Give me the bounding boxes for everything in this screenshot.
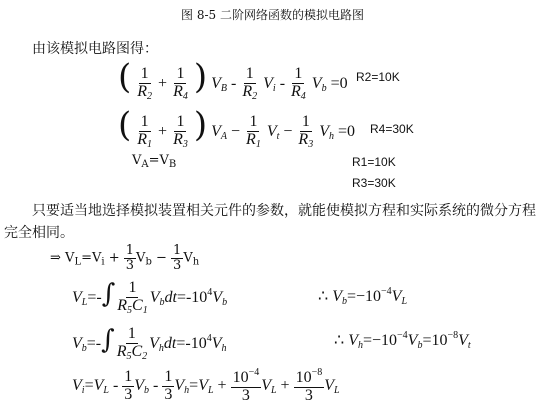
operator: + — [280, 376, 290, 394]
label-r3: R3=30K — [352, 176, 396, 190]
denominator — [244, 132, 263, 151]
operator: + — [217, 376, 227, 394]
numerator: 1 — [176, 113, 185, 131]
figure-caption: 图 8-5 二阶网络函数的模拟电路图 — [181, 8, 364, 22]
symbol: V — [159, 153, 169, 168]
equals: = — [346, 288, 356, 305]
subscript: h — [221, 342, 227, 354]
operator: - — [231, 75, 237, 92]
equation-4 — [72, 280, 227, 316]
term — [134, 377, 149, 394]
term — [324, 377, 339, 394]
paragraph-line-2: 完全相同。 — [4, 225, 74, 241]
symbol: V — [211, 75, 221, 92]
symbol: V — [266, 123, 277, 140]
symbol: V — [183, 250, 193, 266]
subscript: t — [276, 131, 280, 142]
symbol: V — [65, 250, 75, 266]
term — [458, 332, 471, 349]
symbol: V — [332, 288, 342, 305]
numerator: 1 — [140, 65, 149, 83]
symbol: V — [348, 332, 358, 349]
symbol: V — [91, 250, 102, 266]
subscript: L — [270, 384, 277, 396]
symbol: V — [211, 123, 221, 140]
term — [212, 289, 227, 306]
fraction — [289, 66, 308, 102]
subscript: A — [141, 159, 149, 170]
symbol: R — [137, 82, 148, 100]
subscript: i — [272, 83, 276, 94]
denominator: 3 — [124, 385, 133, 403]
subscript: L — [401, 296, 408, 307]
exponent: 4 — [206, 332, 212, 344]
operator: + — [158, 123, 168, 140]
label-r1: R1=10K — [352, 155, 396, 169]
equation-5-conclusion — [334, 330, 471, 351]
subscript: b — [222, 296, 228, 308]
intro-text: 由该模拟电路图得： — [32, 41, 158, 57]
numerator: 1 — [125, 243, 135, 258]
exponent: −4 — [248, 367, 260, 378]
subscript: 1 — [255, 138, 261, 150]
symbol: V — [311, 75, 322, 92]
numerator: 1 — [301, 113, 310, 131]
fraction — [171, 114, 190, 150]
symbol: R — [137, 130, 148, 148]
symbol: V — [136, 250, 146, 266]
symbol: V — [391, 288, 402, 305]
term — [348, 332, 363, 349]
denominator — [115, 344, 149, 363]
symbol: C — [132, 296, 143, 314]
subscript: 1 — [142, 304, 148, 316]
term — [150, 289, 177, 306]
subscript: b — [321, 83, 327, 94]
fraction — [135, 66, 154, 102]
symbol: V — [132, 153, 142, 168]
subscript: L — [74, 256, 82, 268]
numerator: 1 — [173, 243, 182, 258]
symbol: R — [291, 82, 301, 100]
equals: =- — [87, 288, 102, 306]
subscript: L — [103, 384, 109, 396]
symbol: C — [131, 342, 143, 360]
subscript: 2 — [252, 90, 258, 102]
equation-5 — [72, 326, 227, 362]
fraction — [122, 369, 134, 404]
symbol: V — [72, 376, 82, 394]
subscript: b — [159, 296, 165, 308]
equals: = — [148, 153, 160, 168]
subscript: h — [184, 384, 190, 396]
subscript: 1 — [147, 138, 153, 150]
operator: - — [279, 75, 286, 92]
subscript: L — [81, 296, 88, 308]
fraction — [240, 66, 259, 102]
term — [211, 123, 227, 140]
symbol: V — [212, 288, 223, 306]
right-paren: ) — [193, 57, 208, 97]
symbol: R — [242, 82, 253, 100]
symbol: V — [134, 376, 145, 394]
label-r2: R2=10K — [356, 70, 400, 84]
va-equals-vb — [132, 153, 176, 170]
coefficient: −10 — [356, 288, 382, 305]
coefficient: =10 — [422, 332, 448, 349]
subscript: h — [328, 131, 334, 142]
numerator — [294, 368, 325, 388]
numerator: 1 — [294, 65, 303, 83]
term — [332, 288, 347, 305]
term — [267, 123, 280, 140]
symbol: V — [72, 288, 82, 306]
denominator: 3 — [304, 386, 313, 404]
fraction — [171, 66, 190, 102]
numerator: 1 — [176, 65, 185, 83]
subscript: t — [467, 340, 471, 351]
label-r4: R4=30K — [370, 122, 414, 136]
denominator: 3 — [241, 386, 250, 404]
subscript: b — [417, 340, 423, 351]
subscript: 4 — [182, 90, 188, 102]
subscript: 2 — [147, 90, 153, 102]
symbol: V — [174, 376, 185, 394]
term — [392, 288, 407, 305]
symbol: V — [324, 376, 334, 394]
subscript: A — [220, 131, 228, 142]
numerator: 1 — [127, 325, 136, 342]
symbol: R — [117, 296, 128, 314]
operator: − — [231, 123, 241, 140]
subscript: 5 — [127, 304, 133, 316]
denominator — [171, 84, 190, 103]
subscript: B — [220, 83, 228, 94]
denominator — [135, 84, 154, 103]
denominator — [240, 84, 259, 103]
operator: − — [283, 123, 293, 140]
equals: = — [362, 332, 372, 349]
denominator: 3 — [125, 257, 135, 273]
subscript: L — [334, 384, 340, 396]
exponent: −4 — [397, 330, 408, 341]
equals: = — [84, 376, 94, 394]
symbol: R — [173, 82, 183, 100]
term — [72, 335, 87, 352]
denominator: 3 — [164, 385, 173, 403]
equation-4-conclusion — [318, 286, 407, 307]
symbol: R — [298, 130, 309, 148]
operator: − — [155, 250, 167, 266]
equation-3 — [50, 244, 199, 272]
operator: - — [153, 376, 159, 394]
equals: =0 — [330, 75, 348, 92]
symbol: R — [116, 342, 127, 360]
subscript: L — [207, 384, 214, 396]
symbol: V — [261, 376, 271, 394]
subscript: B — [168, 159, 177, 170]
term — [174, 377, 189, 394]
subscript: 2 — [142, 350, 148, 362]
subscript: i — [101, 256, 105, 268]
result: =-10 — [176, 334, 207, 352]
fraction — [244, 114, 263, 150]
fraction — [124, 244, 136, 272]
equation-2 — [118, 105, 356, 150]
symbol: V — [458, 332, 468, 349]
integral-sign: ∫ — [101, 278, 116, 309]
term — [149, 335, 176, 352]
equals: =0 — [337, 123, 356, 140]
coefficient: −10 — [372, 332, 398, 349]
right-paren: ) — [193, 105, 208, 145]
equals: =- — [86, 334, 102, 352]
symbol: V — [198, 376, 208, 394]
numerator: 1 — [245, 65, 254, 83]
integral-sign: ∫ — [101, 324, 115, 355]
operator: + — [108, 250, 120, 266]
numerator: 1 — [128, 279, 137, 296]
numerator: 1 — [249, 113, 258, 131]
term — [211, 75, 227, 92]
symbol: V — [263, 75, 273, 92]
fraction — [231, 368, 262, 405]
subscript: b — [81, 342, 87, 354]
denominator — [171, 132, 190, 151]
term — [212, 335, 227, 352]
symbol: V — [407, 332, 418, 349]
denominator: 3 — [173, 257, 182, 273]
symbol: R — [246, 130, 256, 148]
numerator: 1 — [140, 113, 149, 131]
denominator — [115, 298, 149, 317]
exponent: −4 — [381, 286, 392, 297]
symbol: R — [173, 130, 183, 148]
implies-arrow: ⇒ — [50, 250, 61, 266]
subscript: 3 — [182, 138, 188, 150]
operator: + — [158, 75, 168, 92]
left-paren: ( — [118, 105, 132, 145]
numerator — [231, 368, 262, 388]
fraction — [135, 114, 154, 150]
subscript: 3 — [308, 138, 314, 150]
term — [319, 123, 334, 140]
therefore-symbol: ∴ — [334, 332, 345, 349]
exponent: 4 — [207, 286, 213, 298]
exponent: −8 — [311, 367, 323, 378]
subscript: h — [158, 342, 164, 354]
paragraph-line-1: 只要适当地选择模拟装置相关元件的参数，就能使模拟方程和实际系统的微分方程 — [32, 203, 536, 219]
left-paren: ( — [118, 57, 132, 97]
symbol: V — [72, 334, 82, 352]
denominator — [289, 84, 308, 103]
operator: - — [112, 376, 119, 394]
term — [408, 332, 423, 349]
subscript: b — [144, 384, 150, 396]
term — [261, 377, 276, 394]
term — [72, 377, 85, 394]
fraction — [162, 369, 174, 404]
equals: = — [189, 376, 199, 394]
subscript: h — [192, 256, 200, 268]
symbol: V — [149, 334, 159, 352]
subscript: 5 — [126, 350, 132, 362]
equals: = — [81, 250, 92, 266]
subscript: i — [81, 384, 85, 396]
dt: dt — [163, 334, 177, 352]
equation-6 — [72, 368, 340, 405]
result: =-10 — [176, 288, 208, 306]
exponent: −8 — [447, 330, 459, 341]
symbol: V — [93, 376, 104, 394]
subscript: b — [341, 296, 347, 307]
subscript: h — [357, 340, 363, 351]
symbol: V — [149, 288, 160, 306]
fraction — [115, 326, 149, 362]
term — [263, 75, 276, 92]
symbol: V — [211, 334, 222, 352]
denominator — [296, 132, 315, 151]
subscript: 4 — [300, 90, 306, 102]
term — [72, 289, 87, 306]
term — [312, 75, 327, 92]
dt: dt — [164, 288, 177, 306]
symbol: V — [319, 123, 329, 140]
therefore-symbol: ∴ — [318, 288, 329, 305]
fraction — [294, 368, 325, 405]
term — [94, 377, 109, 394]
numerator: 1 — [124, 368, 133, 385]
fraction — [171, 244, 183, 272]
fraction — [115, 280, 149, 316]
term — [198, 377, 213, 394]
coefficient: 10 — [295, 369, 312, 386]
denominator — [135, 132, 154, 151]
coefficient: 10 — [232, 369, 249, 386]
fraction — [296, 114, 315, 150]
equation-1 — [118, 57, 348, 102]
numerator: 1 — [164, 368, 173, 385]
subscript: b — [145, 256, 152, 268]
